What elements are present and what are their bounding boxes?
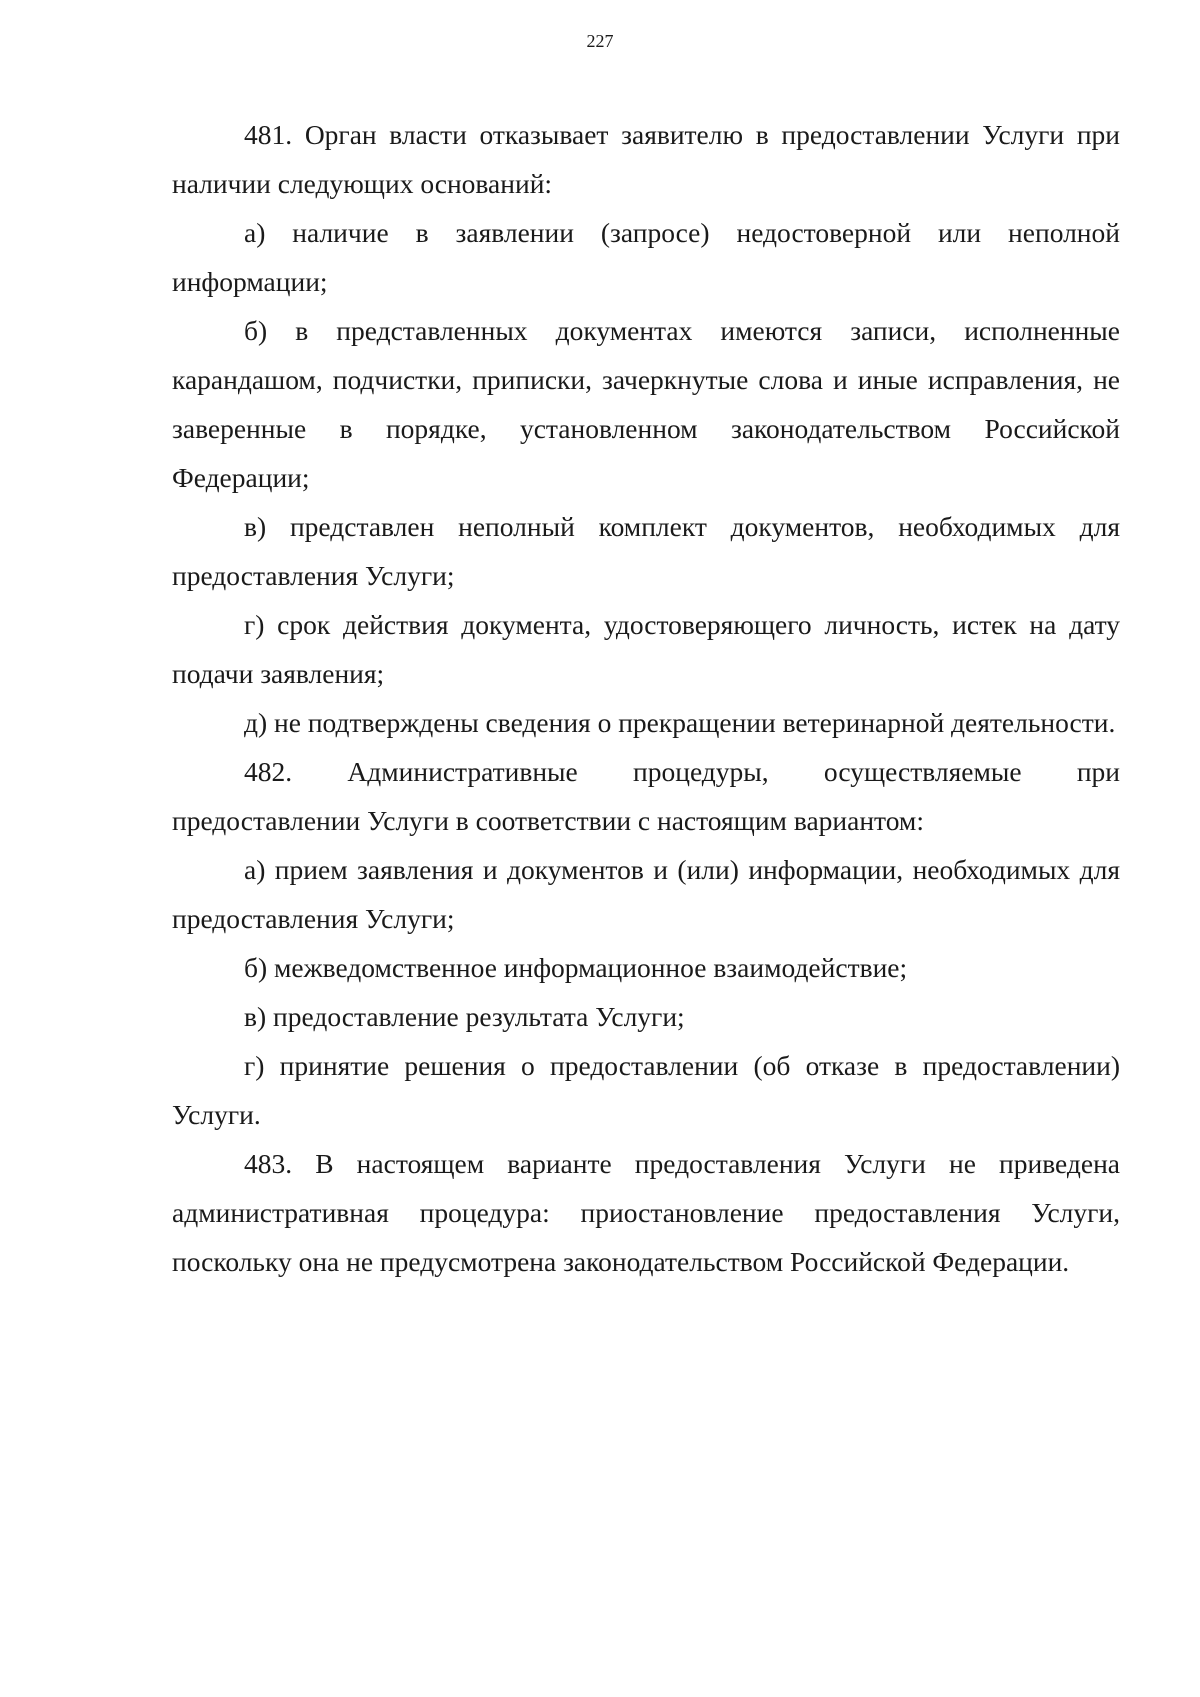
list-item-481-a: а) наличие в заявлении (запросе) недостоверной или неполной информации; (172, 217, 1120, 297)
document-body (172, 110, 1120, 1286)
list-item-481-d: д) не подтверждены сведения о прекращении ветеринарной деятельности. (244, 707, 1116, 738)
list-item-481-g: г) срок действия документа, удостоверяющего личность, истек на дату подачи заявления; (172, 609, 1120, 689)
list-item-482-b: б) межведомственное информационное взаимодействие; (244, 952, 908, 983)
paragraph-483: 483. В настоящем варианте предоставления Услуги не приведена административная процедура: приостановление предоставления Услуги, поскольку она не предусмотрена законодательством Российской Федерации. (172, 1148, 1120, 1277)
list-item-481-v: в) представлен неполный комплект документов, необходимых для предоставления Услуги; (172, 511, 1120, 591)
paragraph-482: 482. Административные процедуры, осуществляемые при предоставлении Услуги в соответствии с настоящим вариантом: (172, 756, 1120, 836)
list-item-482-g: г) принятие решения о предоставлении (об отказе в предоставлении) Услуги. (172, 1050, 1120, 1130)
list-item-482-a: а) прием заявления и документов и (или) информации, необходимых для предоставления Услуги; (172, 854, 1120, 934)
list-item-481-b: б) в представленных документах имеются записи, исполненные карандашом, подчистки, приписки, зачеркнутые слова и иные исправления, не заверенные в порядке, установленном законодательством Российской Федерации; (172, 315, 1120, 493)
page-number: 227 (586, 31, 614, 51)
list-item-482-v: в) предоставление результата Услуги; (244, 1001, 685, 1032)
paragraph-481: 481. Орган власти отказывает заявителю в предоставлении Услуги при наличии следующих оснований: (172, 119, 1120, 199)
